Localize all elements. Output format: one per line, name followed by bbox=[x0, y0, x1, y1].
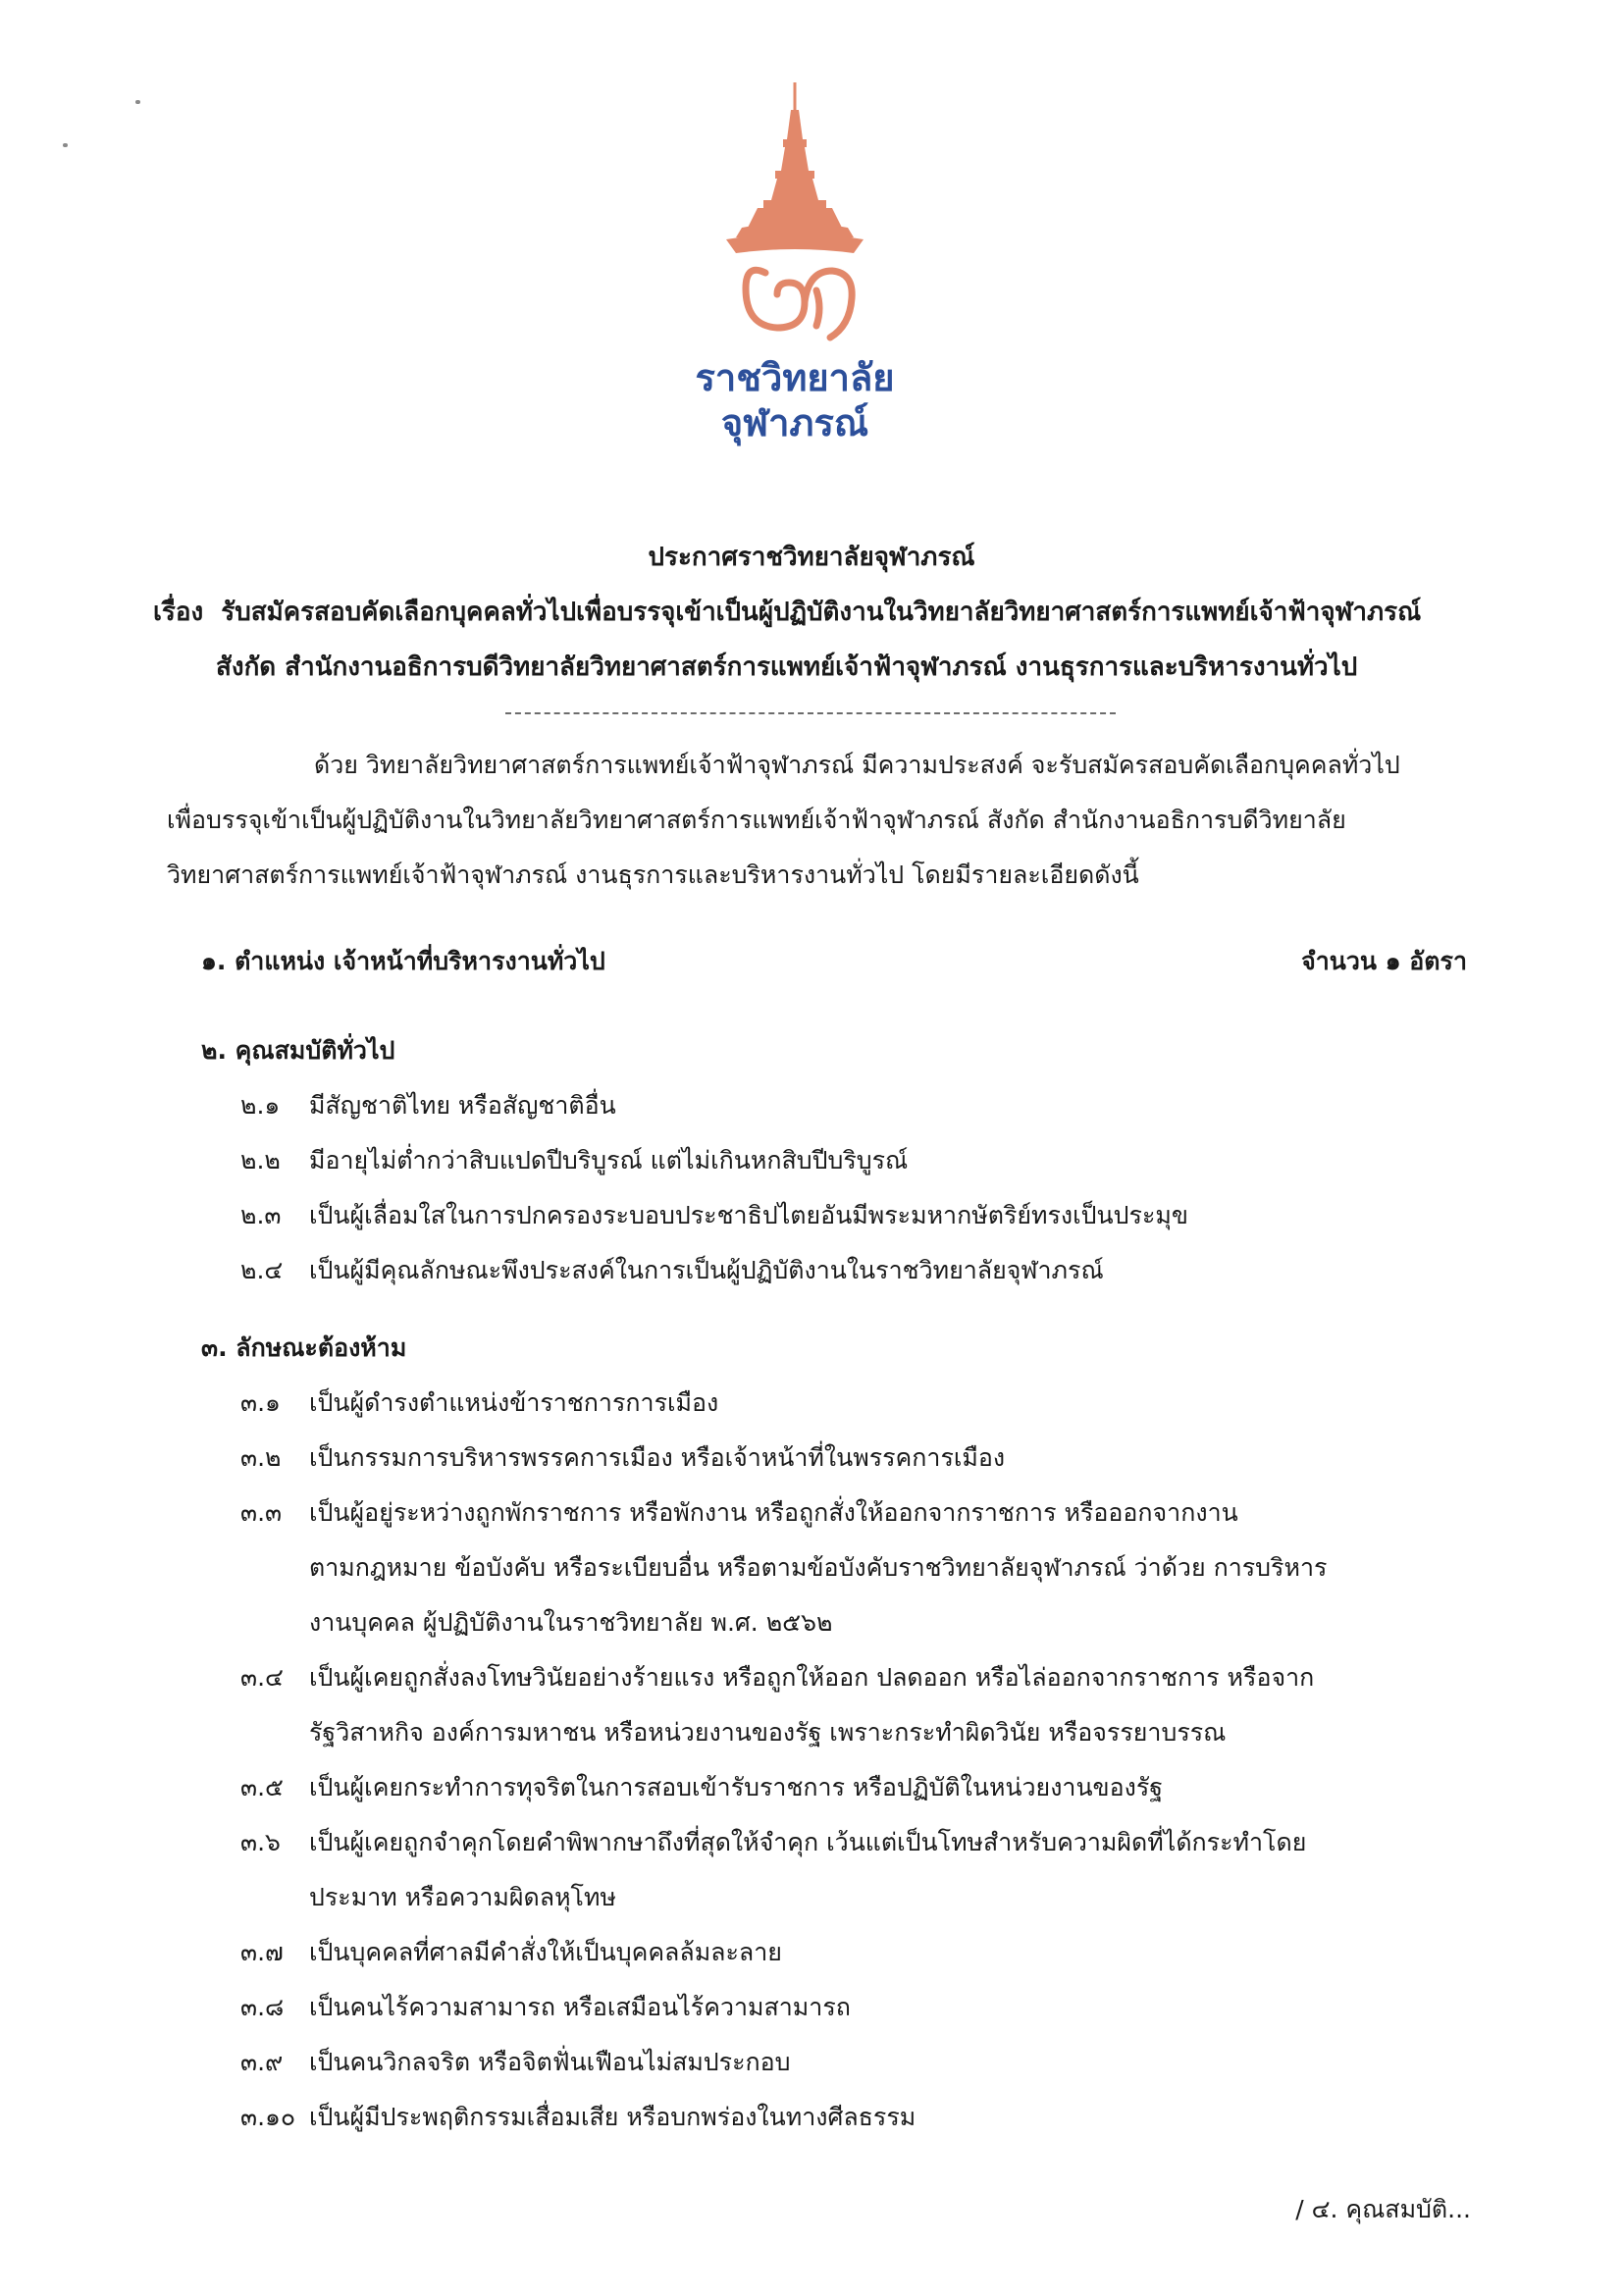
list-item bbox=[201, 2035, 1327, 2090]
intro-line: วิทยาศาสตร์การแพทย์เจ้าฟ้าจุฬาภรณ์ งานธุรการและบริหารงานทั่วไป โดยมีรายละเอียดดังนี้ bbox=[167, 861, 1139, 889]
item-text: เป็นผู้มีคุณลักษณะพึงประสงค์ในการเป็นผู้ปฏิบัติงานในราชวิทยาลัยจุฬาภรณ์ bbox=[309, 1256, 1104, 1284]
announcement-title: ประกาศราชวิทยาลัยจุฬาภรณ์ bbox=[648, 543, 975, 572]
list-item bbox=[201, 1486, 1327, 1540]
announcement-header bbox=[118, 530, 1505, 695]
intro-paragraph bbox=[167, 738, 1482, 903]
item-text: เป็นผู้เคยถูกจำคุกโดยคำพิพากษาถึงที่สุดให้จำคุก เว้นแต่เป็นโทษสำหรับความผิดที่ได้กระทำโดย bbox=[309, 1828, 1307, 1856]
section-heading: ๒. คุณสมบัติทั่วไป bbox=[201, 1036, 395, 1065]
subject-label: เรื่อง bbox=[153, 598, 204, 627]
item-text: เป็นผู้เคยกระทำการทุจริตในการสอบเข้ารับราชการ หรือปฏิบัติในหน่วยงานของรัฐ bbox=[309, 1773, 1164, 1801]
item-text: เป็นผู้มีประพฤติกรรมเสื่อมเสีย หรือบกพร่องในทางศีลธรรม bbox=[309, 2103, 916, 2131]
list-item bbox=[201, 2090, 1327, 2145]
item-number: ๒.๑ bbox=[240, 1091, 281, 1120]
logo bbox=[682, 80, 908, 445]
item-text: มีสัญชาติไทย หรือสัญชาติอื่น bbox=[309, 1091, 616, 1120]
list-item bbox=[201, 1925, 1327, 1980]
position-label: ๑. ตำแหน่ง เจ้าหน้าที่บริหารงานทั่วไป bbox=[201, 947, 605, 975]
list-item bbox=[201, 1188, 1188, 1243]
scan-speck bbox=[135, 100, 140, 104]
item-continuation: รัฐวิสาหกิจ องค์การมหาชน หรือหน่วยงานของรัฐ เพราะกระทำผิดวินัย หรือจรรยาบรรณ bbox=[309, 1718, 1227, 1747]
intro-line: เพื่อบรรจุเข้าเป็นผู้ปฏิบัติงานในวิทยาลัยวิทยาศาสตร์การแพทย์เจ้าฟ้าจุฬาภรณ์ สังกัด สำนักงานอธิการบดีวิทยาลัย bbox=[167, 806, 1346, 834]
item-number: ๒.๒ bbox=[240, 1146, 281, 1174]
intro-line: ด้วย วิทยาลัยวิทยาศาสตร์การแพทย์เจ้าฟ้าจุฬาภรณ์ มีความประสงค์ จะรับสมัครสอบคัดเลือกบุคคลทั่วไป bbox=[314, 751, 1400, 779]
item-number: ๓.๖ bbox=[240, 1828, 281, 1856]
item-number: ๓.๑๐ bbox=[240, 2103, 296, 2131]
list-item bbox=[201, 1431, 1327, 1486]
position-count: จำนวน ๑ อัตรา bbox=[1301, 947, 1467, 975]
list-item bbox=[201, 1980, 1327, 2035]
logo-text-line1: ราชวิทยาลัย bbox=[695, 356, 895, 399]
announcement-subject bbox=[118, 585, 1505, 640]
position-line bbox=[201, 934, 1467, 989]
item-text: เป็นผู้อยู่ระหว่างถูกพักราชการ หรือพักงาน หรือถูกสั่งให้ออกจากราชการ หรือออกจากงาน bbox=[309, 1498, 1238, 1527]
item-number: ๓.๒ bbox=[240, 1443, 282, 1472]
list-item bbox=[201, 1133, 909, 1188]
item-text: เป็นผู้เลื่อมใสในการปกครองระบอบประชาธิปไตยอันมีพระมหากษัตริย์ทรงเป็นประมุข bbox=[309, 1201, 1188, 1229]
next-page-reference: / ๔. คุณสมบัติ... bbox=[1295, 2195, 1471, 2223]
item-number: ๓.๗ bbox=[240, 1938, 284, 1966]
announcement-affiliation: สังกัด สำนักงานอธิการบดีวิทยาลัยวิทยาศาสตร์การแพทย์เจ้าฟ้าจุฬาภรณ์ งานธุรการและบริหารงานทั่วไป bbox=[216, 652, 1358, 682]
item-text: เป็นคนไร้ความสามารถ หรือเสมือนไร้ความสามารถ bbox=[309, 1993, 851, 2021]
dashed-divider bbox=[505, 712, 1116, 714]
section-heading: ๓. ลักษณะต้องห้าม bbox=[201, 1333, 407, 1362]
item-number: ๓.๘ bbox=[240, 1993, 285, 2021]
scan-speck bbox=[63, 143, 68, 147]
item-text: เป็นผู้ดำรงตำแหน่งข้าราชการการเมือง bbox=[309, 1388, 719, 1417]
item-text: เป็นบุคคลที่ศาลมีคำสั่งให้เป็นบุคคลล้มละลาย bbox=[309, 1938, 782, 1966]
item-number: ๓.๔ bbox=[240, 1663, 284, 1692]
list-item bbox=[201, 1760, 1327, 1815]
item-number: ๓.๓ bbox=[240, 1498, 283, 1527]
list-item bbox=[201, 1815, 1327, 1870]
subject-text: รับสมัครสอบคัดเลือกบุคคลทั่วไปเพื่อบรรจุเข้าเป็นผู้ปฏิบัติงานในวิทยาลัยวิทยาศาสตร์การแพทย์เจ้าฟ้าจุฬาภรณ์ bbox=[221, 598, 1422, 627]
section-general-qualifications bbox=[201, 1023, 1188, 1298]
section-prohibited-characteristics bbox=[201, 1321, 1327, 2145]
item-continuation: งานบุคคล ผู้ปฏิบัติงานในราชวิทยาลัย พ.ศ. ๒๕๖๒ bbox=[309, 1608, 833, 1637]
item-number: ๒.๓ bbox=[240, 1201, 282, 1229]
item-continuation: ประมาท หรือความผิดลหุโทษ bbox=[309, 1883, 616, 1911]
item-text: เป็นคนวิกลจริต หรือจิตฟั่นเฟือนไม่สมประกอบ bbox=[309, 2048, 791, 2076]
item-continuation: ตามกฎหมาย ข้อบังคับ หรือระเบียบอื่น หรือตามข้อบังคับราชวิทยาลัยจุฬาภรณ์ ว่าด้วย การบริหาร bbox=[309, 1553, 1328, 1582]
item-number: ๓.๙ bbox=[240, 2048, 284, 2076]
logo-text-line2: จุฬาภรณ์ bbox=[720, 401, 869, 444]
item-number: ๓.๑ bbox=[240, 1388, 281, 1417]
item-text: เป็นกรรมการบริหารพรรคการเมือง หรือเจ้าหน้าที่ในพรรคการเมือง bbox=[309, 1443, 1006, 1472]
list-item bbox=[201, 1376, 1327, 1431]
list-item bbox=[201, 1650, 1327, 1705]
item-number: ๒.๔ bbox=[240, 1256, 284, 1284]
item-text: เป็นผู้เคยถูกสั่งลงโทษวินัยอย่างร้ายแรง หรือถูกให้ออก ปลดออก หรือไล่ออกจากราชการ หรือจาก bbox=[309, 1663, 1315, 1692]
list-item bbox=[201, 1078, 616, 1133]
item-text: มีอายุไม่ต่ำกว่าสิบแปดปีบริบูรณ์ แต่ไม่เกินหกสิบปีบริบูรณ์ bbox=[309, 1146, 909, 1174]
item-number: ๓.๕ bbox=[240, 1773, 284, 1801]
royal-crown-emblem-icon bbox=[707, 80, 883, 355]
list-item bbox=[201, 1243, 1104, 1298]
